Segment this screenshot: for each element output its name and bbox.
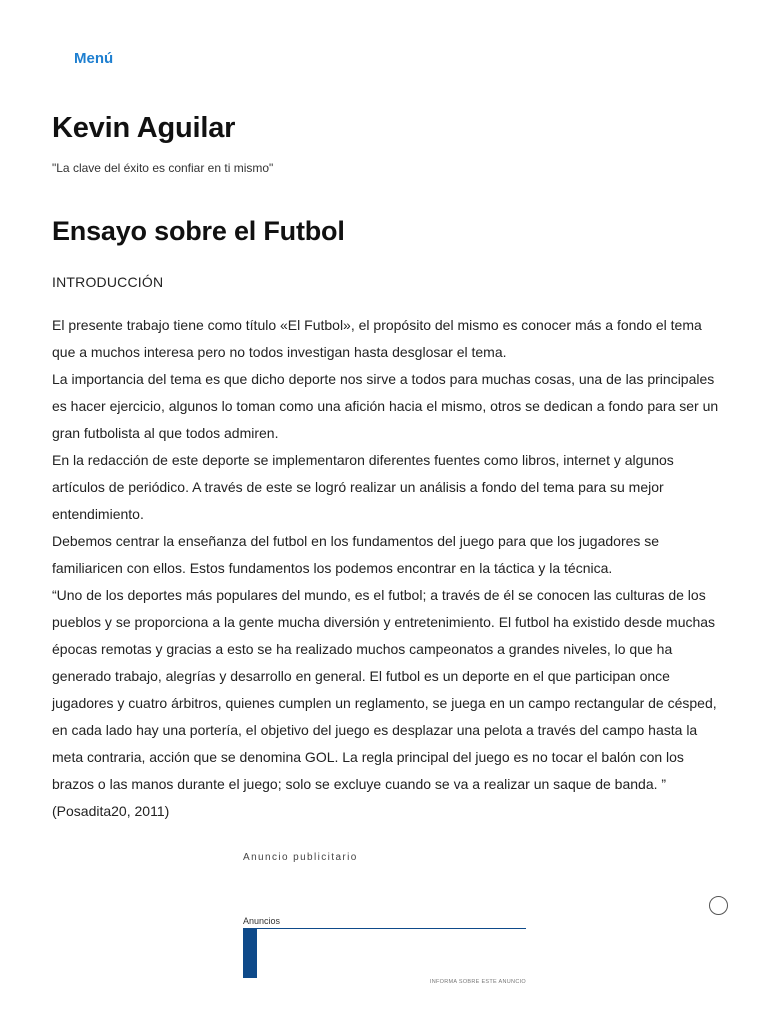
ad-accent-bar [243,929,257,978]
paragraph: En la redacción de este deporte se implementaron diferentes fuentes como libros, internet y algunos artículos de periódico. A través de este se logró realizar un análisis a fondo del tema para su mejor entendimiento. [52,452,674,522]
report-ad-link[interactable]: INFORMA SOBRE ESTE ANUNCIO [429,979,526,985]
post-title: Ensayo sobre el Futbol [52,216,345,246]
site-title[interactable]: Kevin Aguilar [52,112,236,144]
menu-button[interactable]: Menú [74,50,114,67]
paragraph: “Uno de los deportes más populares del mundo, es el futbol; a través de él se conocen las culturas de los pueblos y se proporciona a la gente mucha diversión y entretenimiento. El futbol ha existido desde muchas épocas remotas y gracias a esto se ha realizado muchos campeonatos a grandes niveles, lo que ha generado trabajo, alegrías y desarrollo en general. El futbol es un deporte en el que participan once jugadores y cuatro árbitros, quienes cumplen un reglamento, se juega en un campo rectangular de césped, en cada lado hay una portería, el objetivo del juego es desplazar una pelota a través del campo hasta la meta contraria, acción que se denomina GOL. La regla principal del juego es no tocar el balón con los brazos o las manos durante el juego; solo se excluye cuando se va a realizar un saque de banda. ” (Posadita20, 2011) [52,587,717,819]
ad-divider [243,928,526,929]
paragraph: La importancia del tema es que dicho deporte nos sirve a todos para muchas cosas, una de las principales es hacer ejercicio, algunos lo toman como una afición hacia el mismo, otros se dedican a fondo para ser un gran futbolista al que todos admiren. [52,371,719,441]
ad-container[interactable] [243,916,526,988]
ad-label: Anuncio publicitario [243,852,358,863]
site-tagline: "La clave del éxito es confiar en ti mismo" [52,161,274,175]
post-body [52,312,728,825]
ads-title: Anuncios [243,916,281,926]
paragraph: Debemos centrar la enseñanza del futbol en los fundamentos del juego para que los jugadores se familiaricen con ellos. Estos fundamentos los podemos encontrar en la táctica y la técnica. [52,533,660,576]
ad-close-icon[interactable] [709,896,728,915]
paragraph: El presente trabajo tiene como título «El Futbol», el propósito del mismo es conocer más a fondo el tema que a muchos interesa pero no todos investigan hasta desglosar el tema. [52,317,702,360]
section-heading: INTRODUCCIÓN [52,274,164,290]
